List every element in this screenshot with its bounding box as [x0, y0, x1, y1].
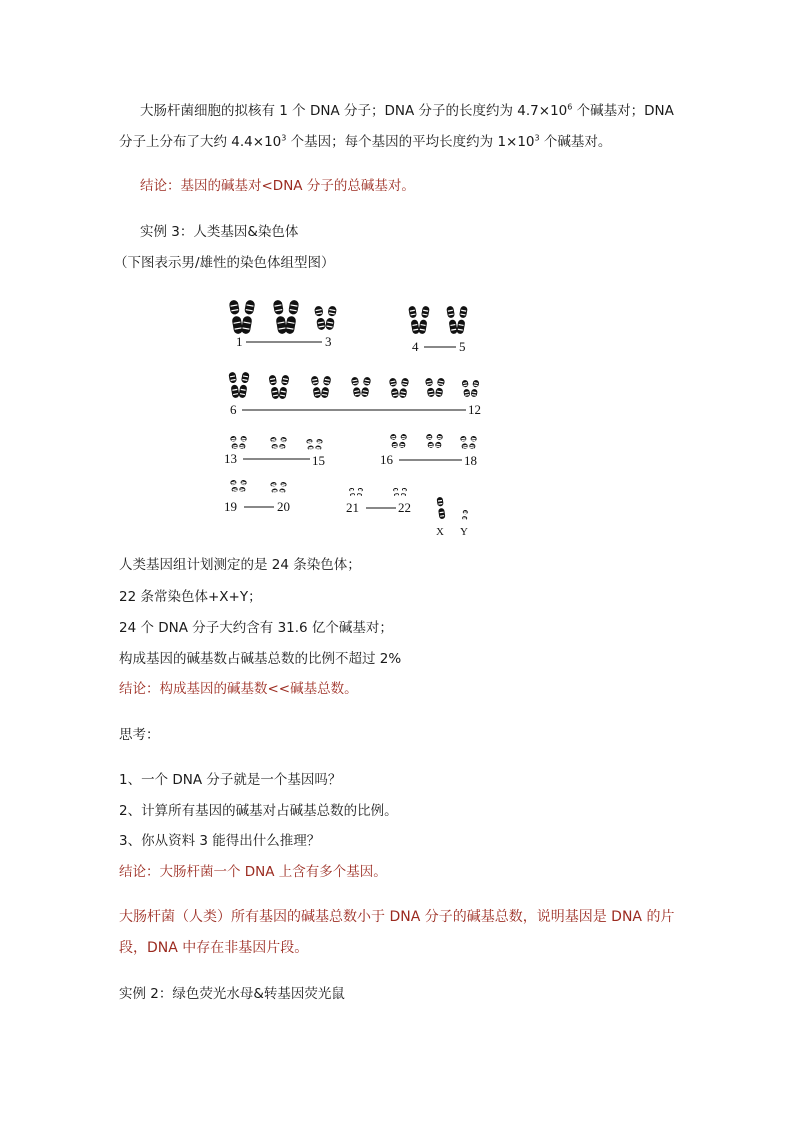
chromosome-y [462, 510, 468, 520]
chromosome-pair-11 [425, 378, 445, 398]
chromosome-pair-5 [446, 306, 468, 335]
fact-4: 构成基因的碱基数占碱基总数的比例不超过 2% [119, 651, 402, 667]
chromosome-x [436, 497, 445, 520]
label-4: 4 [412, 339, 419, 354]
fact-2: 22 条常染色体+X+Y； [119, 589, 262, 605]
intro-line-1-exponent: 6 [567, 102, 573, 112]
example-3-title: 实例 3：人类基因&染色体 [140, 224, 299, 240]
intro-line-2 [119, 132, 611, 152]
chromosome-pair-21 [349, 488, 363, 497]
label-3: 3 [325, 334, 332, 349]
intro-line-2-text-a: 分子上分布了大约 4.4×10 [119, 134, 282, 150]
summary-line-1: 大肠杆菌（人类）所有基因的碱基总数小于 DNA 分子的碱基总数，说明基因是 DNA 的片 [119, 909, 675, 925]
chromosome-pair-13 [230, 436, 247, 450]
label-13: 13 [224, 451, 237, 466]
summary-line-2: 段，DNA 中存在非基因片段。 [119, 940, 309, 956]
label-y: Y [460, 526, 468, 538]
chromosome-pair-6 [228, 372, 249, 399]
fact-1: 人类基因组计划测定的是 24 条染色体； [119, 557, 361, 573]
chromosome-pair-10 [389, 378, 409, 399]
chromosome-pair-16 [390, 434, 407, 449]
conclusion-2: 结论：构成基因的碱基数<<碱基总数。 [119, 681, 358, 697]
question-1: 1、一个 DNA 分子就是一个基因吗？ [119, 772, 342, 788]
label-6: 6 [230, 402, 237, 417]
label-12: 12 [468, 402, 481, 417]
conclusion-3: 结论：大肠杆菌一个 DNA 上含有多个基因。 [119, 864, 387, 880]
label-20: 20 [277, 499, 290, 514]
label-x: X [436, 526, 444, 538]
question-3: 3、你从资料 3 能得出什么推理？ [119, 833, 321, 849]
chromosome-pair-12 [462, 380, 480, 398]
example-2-title: 实例 2：绿色荧光水母&转基因荧光鼠 [119, 986, 345, 1002]
chromosome-pair-20 [270, 482, 287, 494]
label-15: 15 [312, 453, 325, 468]
conclusion-1: 结论：基因的碱基对<DNA 分子的总碱基对。 [140, 178, 415, 194]
karyotype-figure [222, 292, 492, 542]
intro-line-1-text-b: 个碱基对；DNA [572, 103, 674, 119]
chromosome-pair-15 [306, 439, 323, 451]
label-22: 22 [398, 500, 411, 515]
label-21: 21 [346, 500, 359, 515]
label-18: 18 [464, 453, 477, 468]
intro-line-2-exponent-1: 3 [281, 133, 287, 143]
chromosome-pair-2 [273, 299, 300, 334]
intro-line-2-text-c: 个碱基对。 [539, 134, 612, 150]
intro-line-2-exponent-2: 3 [534, 133, 540, 143]
chromosome-pair-7 [268, 375, 289, 400]
chromosome-pair-4 [408, 306, 430, 335]
intro-line-1 [140, 101, 674, 121]
chromosome-pair-1 [229, 299, 256, 334]
fact-3: 24 个 DNA 分子大约含有 31.6 亿个碱基对； [119, 620, 393, 636]
label-19: 19 [224, 499, 237, 514]
chromosome-pair-8 [311, 376, 332, 399]
think-title: 思考： [119, 727, 160, 743]
intro-line-1-text-a: 大肠杆菌细胞的拟核有 1 个 DNA 分子；DNA 分子的长度约为 4.7×10 [140, 103, 568, 119]
chromosome-pair-19 [230, 480, 247, 493]
chromosome-pair-9 [351, 377, 371, 398]
question-2: 2、计算所有基因的碱基对占碱基总数的比例。 [119, 803, 398, 819]
chromosome-pair-17 [426, 434, 443, 449]
intro-line-2-text-b: 个基因；每个基因的平均长度约为 1×10 [286, 134, 535, 150]
label-16: 16 [380, 452, 393, 467]
chromosome-pair-3 [314, 305, 337, 330]
chromosome-pair-14 [270, 437, 287, 450]
label-5: 5 [459, 339, 466, 354]
label-1: 1 [236, 334, 243, 349]
figure-caption: （下图表示男/雄性的染色体组型图） [114, 255, 335, 271]
chromosome-pair-18 [460, 436, 477, 450]
chromosome-pair-22 [393, 488, 407, 497]
